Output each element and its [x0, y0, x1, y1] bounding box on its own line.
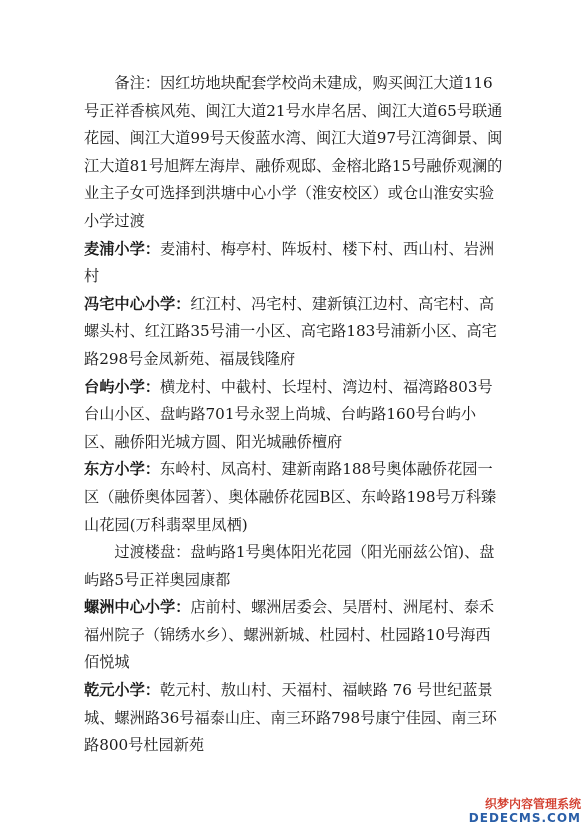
school-paragraph-luozhou: [84, 594, 504, 677]
school-heading: 冯宅中心小学：: [84, 294, 191, 313]
paragraph-text: 横龙村、中截村、长埕村、湾边村、福湾路803号台山小区、盘屿路701号永翌上尚城、台屿路160号台屿小区、融侨阳光城方圆、阳光城融侨檀府: [84, 377, 493, 451]
school-heading: 东方小学：: [84, 460, 160, 479]
watermark: [461, 797, 581, 825]
document-body: [84, 70, 504, 760]
school-heading: 台屿小学：: [84, 377, 160, 396]
paragraph-text: 店前村、螺洲居委会、吴厝村、洲尾村、泰禾福州院子（锦绣水乡）、螺洲新城、杜园村、杜园路10号海西佰悦城: [84, 598, 495, 672]
watermark-domain: DEDECMS.COM: [468, 811, 581, 825]
school-paragraph-taiyu: [84, 374, 504, 457]
school-paragraph-qianyuan: [84, 677, 504, 760]
school-heading: 乾元小学：: [84, 681, 160, 700]
paragraph-text: 过渡楼盘：盘屿路1号奥体阳光花园（阳光丽兹公馆)、盘屿路5号正祥奥园康都: [84, 543, 495, 589]
school-paragraph-dongfang: [84, 456, 504, 539]
transition-paragraph: [84, 539, 504, 594]
school-heading: 麦浦小学：: [84, 239, 160, 258]
school-paragraph-maipu: [84, 236, 504, 291]
school-heading: 螺洲中心小学：: [84, 598, 191, 617]
watermark-title: 织梦内容管理系统: [484, 797, 581, 811]
school-paragraph-fengzhai: [84, 291, 504, 374]
note-paragraph: [84, 70, 504, 236]
paragraph-text: 备注：因红坊地块配套学校尚未建成，购买闽江大道116号正祥香槟风苑、闽江大道21号水岸名居、闽江大道65号联通花园、闽江大道99号天俊蓝水湾、闽江大道97号江湾御景、闽江大道81号旭辉左海岸、融侨观邸、金榕北路15号融侨观澜的业主子女可选择到洪塘中心小学（淮安校区）或仓山淮安实验小学过渡: [84, 74, 503, 230]
paragraph-text: 红江村、冯宅村、建新镇江边村、高宅村、高螺头村、红江路35号浦一小区、高宅路183号浦新小区、高宅路298号金凤新苑、福晟钱隆府: [84, 294, 497, 368]
paragraph-text: 东岭村、凤高村、建新南路188号奥体融侨花园一区（融侨奥体园著）、奥体融侨花园B区、东岭路198号万科臻山花园(万科翡翠里凤栖): [84, 460, 497, 534]
paragraph-text: 麦浦村、梅亭村、阵坂村、楼下村、西山村、岩洲村: [84, 239, 495, 286]
paragraph-text: 乾元村、敖山村、天福村、福峡路 76 号世纪蓝景城、螺洲路36号福泰山庄、南三环路798号康宁佳园、南三环路800号杜园新苑: [84, 681, 497, 755]
